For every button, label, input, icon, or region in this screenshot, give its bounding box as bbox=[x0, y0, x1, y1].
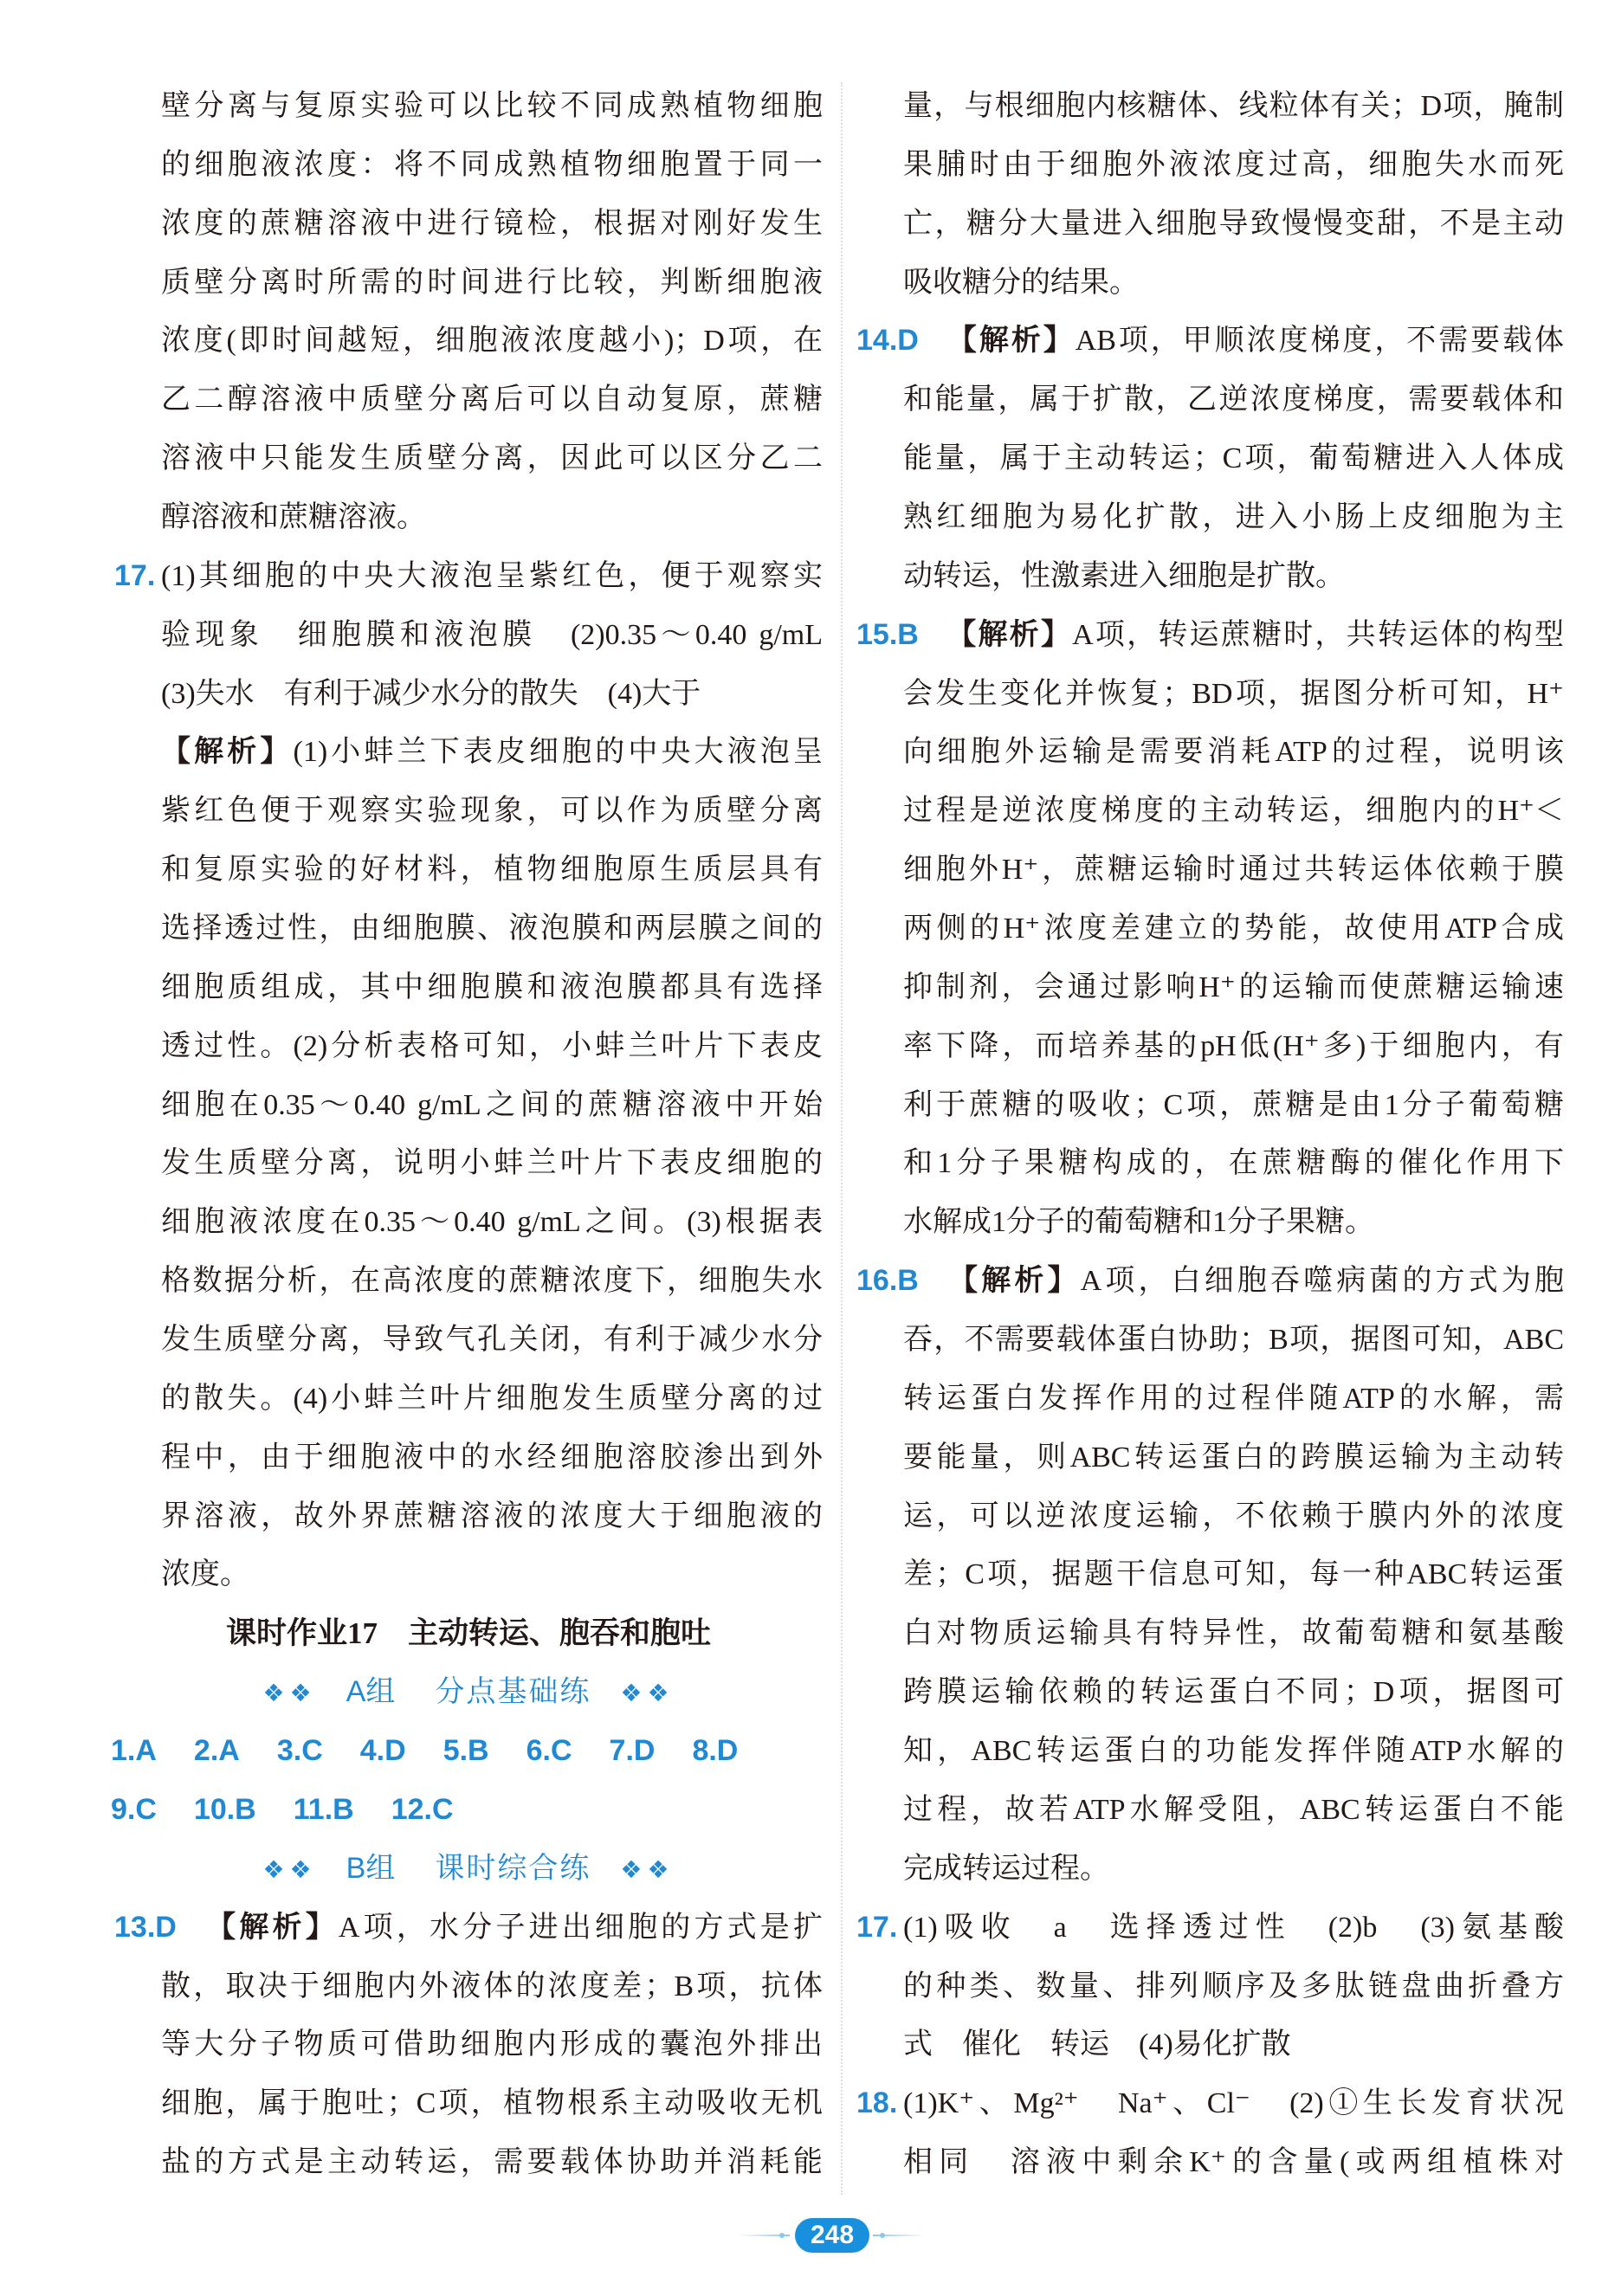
q15-analysis-line: 两侧的H⁺浓度差建立的势能，故使用ATP合成 bbox=[903, 913, 1564, 945]
page-number-dot-right bbox=[880, 2233, 885, 2238]
analysis-text: AB项，甲顺浓度梯度，不需要载体 bbox=[1075, 325, 1565, 358]
q13-analysis-line: 亡，糖分大量进入细胞导致慢慢变甜，不是主动 bbox=[903, 207, 1564, 240]
answer-key-item: 2.A bbox=[193, 1734, 240, 1768]
q13-analysis-line: 吸收糖分的结果。 bbox=[903, 266, 1139, 299]
q17-analysis-line: 紫红色便于观察实验现象，可以作为质壁分离 bbox=[161, 795, 823, 828]
q16-analysis-line: 差；C项，据题干信息可知，每一种ABC转运蛋 bbox=[903, 1558, 1564, 1591]
analysis-label: 【解析】 bbox=[161, 736, 294, 769]
q17-answer-line: (3)失水 有利于减少水分的散失 (4)大于 bbox=[161, 677, 701, 710]
q16-analysis-line: 浓度的蔗糖溶液中进行镜检，根据对刚好发生 bbox=[161, 207, 823, 240]
group-a-label: A组 bbox=[346, 1675, 396, 1709]
q14-analysis-line: 熟红细胞为易化扩散，进入小肠上皮细胞为主 bbox=[903, 501, 1564, 534]
q17-analysis-line: 选择透过性，由细胞膜、液泡膜和两层膜之间的 bbox=[161, 913, 823, 945]
q14-analysis-line bbox=[856, 312, 1564, 371]
answer-text: (1)吸收 a 选择透过性 (2)b (3)氨基酸 bbox=[903, 1911, 1564, 1944]
q18-answer-line: 相同 溶液中剩余K⁺的含量(或两组植株对 bbox=[903, 2146, 1564, 2179]
q13-analysis-line: 散，取决于细胞内外液体的浓度差；B项，抗体 bbox=[161, 1970, 823, 2003]
q16-analysis-line: 壁分离与复原实验可以比较不同成熟植物细胞 bbox=[161, 90, 823, 122]
q17-answer-line: 式 催化 转运 (4)易化扩散 bbox=[903, 2028, 1291, 2061]
four-diamond-ornament-icon bbox=[262, 1663, 316, 1723]
answer-key-item: 4.D bbox=[359, 1734, 406, 1768]
analysis-text: A项，转运蔗糖时，共转运体的构型 bbox=[1072, 618, 1564, 651]
analysis-text: A项，水分子进出细胞的方式是扩 bbox=[338, 1911, 823, 1944]
column-divider bbox=[841, 82, 843, 2195]
page-number-dot-left bbox=[779, 2233, 785, 2238]
q16-analysis-line: 完成转运过程。 bbox=[903, 1852, 1109, 1885]
answer-key-item: 11.B bbox=[293, 1792, 354, 1826]
answer-text: (1)K⁺、Mg²⁺ Na⁺、Cl⁻ (2)①生长发育状况 bbox=[903, 2087, 1564, 2120]
q17-answer-line bbox=[114, 547, 823, 606]
q17-analysis-line: 发生质壁分离，导致气孔关闭，有利于减少水分 bbox=[161, 1324, 823, 1357]
analysis-label: 【解析】 bbox=[203, 1911, 339, 1944]
answer-key-item: 6.C bbox=[526, 1734, 572, 1768]
analysis-label: 【解析】 bbox=[945, 1265, 1081, 1298]
q17-analysis-line bbox=[114, 723, 823, 782]
analysis-text: A项，白细胞吞噬病菌的方式为胞 bbox=[1080, 1265, 1565, 1298]
question-number-17: 17. bbox=[856, 1910, 898, 1944]
q16-analysis-line: 浓度(即时间越短，细胞液浓度越小)；D项，在 bbox=[161, 325, 823, 358]
answer-key-item: 7.D bbox=[609, 1734, 656, 1768]
left-column bbox=[111, 77, 823, 2192]
q17-analysis-line: 浓度。 bbox=[161, 1558, 249, 1591]
question-number-15: 15.B bbox=[856, 617, 919, 651]
page-number: 248 bbox=[795, 2218, 869, 2253]
q15-analysis-line: 利于蔗糖的吸收；C项，蔗糖是由1分子葡萄糖 bbox=[903, 1088, 1564, 1121]
q17-analysis-line: 程中，由于细胞液中的水经细胞溶胶渗出到外 bbox=[161, 1441, 823, 1474]
q13-analysis-line: 细胞，属于胞吐；C项，植物根系主动吸收无机 bbox=[161, 2087, 823, 2120]
q17-analysis-line: 发生质壁分离，说明小蚌兰叶片下表皮细胞的 bbox=[161, 1147, 823, 1180]
q13-analysis-line: 果脯时由于细胞外液浓度过高，细胞失水而死 bbox=[903, 148, 1564, 181]
answer-key-row bbox=[111, 1722, 823, 1781]
q18-answer-line bbox=[856, 2074, 1564, 2133]
four-diamond-ornament-icon bbox=[620, 1663, 674, 1723]
q17-answer-line: 验现象 细胞膜和液泡膜 (2)0.35～0.40 g/mL bbox=[161, 618, 823, 651]
four-diamond-ornament-icon bbox=[262, 1840, 316, 1899]
q16-analysis-line: 乙二醇溶液中质壁分离后可以自动复原，蔗糖 bbox=[161, 384, 823, 416]
q13-analysis-line: 盐的方式是主动转运，需要载体协助并消耗能 bbox=[161, 2146, 823, 2179]
analysis-label: 【解析】 bbox=[945, 618, 1073, 651]
q16-analysis-line: 醇溶液和蔗糖溶液。 bbox=[161, 501, 426, 534]
four-diamond-ornament-icon bbox=[620, 1840, 674, 1899]
group-b-label: B组 bbox=[346, 1851, 396, 1885]
q16-analysis-line: 的细胞液浓度：将不同成熟植物细胞置于同一 bbox=[161, 148, 823, 181]
question-number-13: 13.D bbox=[114, 1910, 177, 1944]
q15-analysis-line: 细胞外H⁺，蔗糖运输时通过共转运体依赖于膜 bbox=[903, 854, 1564, 887]
answer-key-item: 10.B bbox=[193, 1792, 256, 1826]
group-b-name: 课时综合练 bbox=[435, 1851, 591, 1885]
q16-analysis-line: 溶液中只能发生质壁分离，因此可以区分乙二 bbox=[161, 442, 823, 475]
q13-analysis-line: 等大分子物质可借助细胞内形成的囊泡外排出 bbox=[161, 2028, 823, 2061]
q17-analysis-line: 细胞液浓度在0.35～0.40 g/mL之间。(3)根据表 bbox=[161, 1206, 823, 1239]
q13-analysis-line: 量，与根细胞内核糖体、线粒体有关；D项，腌制 bbox=[903, 90, 1564, 122]
q16-analysis-line: 转运蛋白发挥作用的过程伴随ATP的水解，需 bbox=[903, 1382, 1564, 1415]
question-number-16: 16.B bbox=[856, 1264, 919, 1298]
q16-analysis-line: 过程，故若ATP水解受阻，ABC转运蛋白不能 bbox=[903, 1793, 1564, 1826]
q17-analysis-line: 的散失。(4)小蚌兰叶片细胞发生质壁分离的过 bbox=[161, 1382, 823, 1415]
group-a-name: 分点基础练 bbox=[435, 1675, 591, 1709]
q17-analysis-line: 和复原实验的好材料，植物细胞原生质层具有 bbox=[161, 854, 823, 887]
group-a-heading bbox=[114, 1663, 823, 1722]
q16-analysis-line: 运，可以逆浓度运输，不依赖于膜内外的浓度 bbox=[903, 1499, 1564, 1532]
q14-analysis-line: 动转运，性激素进入细胞是扩散。 bbox=[903, 559, 1345, 592]
q16-analysis-line: 跨膜运输依赖的转运蛋白不同；D项，据图可 bbox=[903, 1676, 1564, 1709]
q16-analysis-line: 知，ABC转运蛋白的功能发挥伴随ATP水解的 bbox=[903, 1735, 1564, 1768]
answer-key-item: 3.C bbox=[276, 1734, 323, 1768]
analysis-text: (1)小蚌兰下表皮细胞的中央大液泡呈 bbox=[293, 736, 823, 769]
q17-analysis-line: 格数据分析，在高浓度的蔗糖浓度下，细胞失水 bbox=[161, 1265, 823, 1298]
q15-analysis-line: 过程是逆浓度梯度的主动转运，细胞内的H⁺＜ bbox=[903, 795, 1564, 828]
q16-analysis-line: 吞，不需要载体蛋白协助；B项，据图可知，ABC bbox=[903, 1324, 1564, 1357]
q17-analysis-line: 界溶液，故外界蔗糖溶液的浓度大于细胞液的 bbox=[161, 1499, 823, 1532]
answer-key-item: 8.D bbox=[692, 1734, 739, 1768]
q15-analysis-line: 和1分子果糖构成的，在蔗糖酶的催化作用下 bbox=[903, 1147, 1564, 1180]
question-number-17: 17. bbox=[114, 558, 156, 592]
q17-analysis-line: 透过性。(2)分析表格可知，小蚌兰叶片下表皮 bbox=[161, 1029, 823, 1062]
q15-analysis-line: 向细胞外运输是需要消耗ATP的过程，说明该 bbox=[903, 736, 1564, 769]
question-number-18: 18. bbox=[856, 2086, 898, 2120]
group-b-heading bbox=[114, 1840, 823, 1899]
q15-analysis-line bbox=[856, 606, 1564, 665]
q15-analysis-line: 水解成1分子的葡萄糖和1分子果糖。 bbox=[903, 1206, 1374, 1239]
q13-analysis-line bbox=[114, 1899, 823, 1957]
q17-analysis-line: 细胞在0.35～0.40 g/mL之间的蔗糖溶液中开始 bbox=[161, 1088, 823, 1121]
q15-analysis-line: 率下降，而培养基的pH低(H⁺多)于细胞内，有 bbox=[903, 1029, 1564, 1062]
answer-key-item: 5.B bbox=[443, 1734, 489, 1768]
answer-text: (1)其细胞的中央大液泡呈紫红色，便于观察实 bbox=[161, 559, 823, 592]
q16-analysis-line: 白对物质运输具有特异性，故葡萄糖和氨基酸 bbox=[903, 1617, 1564, 1650]
q14-analysis-line: 能量，属于主动转运；C项，葡萄糖进入人体成 bbox=[903, 442, 1564, 475]
answer-key-row bbox=[111, 1781, 823, 1840]
answer-key-item: 1.A bbox=[111, 1734, 157, 1768]
q15-analysis-line: 会发生变化并恢复；BD项，据图分析可知，H⁺ bbox=[903, 677, 1564, 710]
q16-analysis-line: 要能量，则ABC转运蛋白的跨膜运输为主动转 bbox=[903, 1441, 1564, 1474]
answer-key-item: 9.C bbox=[111, 1792, 157, 1826]
q14-analysis-line: 和能量，属于扩散，乙逆浓度梯度，需要载体和 bbox=[903, 384, 1564, 416]
q16-analysis-line bbox=[856, 1252, 1564, 1311]
section-title: 课时作业17 主动转运、胞吞和胞吐 bbox=[225, 1616, 711, 1651]
q15-analysis-line: 抑制剂，会通过影响H⁺的运输而使蔗糖运输速 bbox=[903, 971, 1564, 1003]
q17-answer-line bbox=[856, 1899, 1564, 1957]
right-column bbox=[856, 77, 1564, 2192]
q17-analysis-line: 细胞质组成，其中细胞膜和液泡膜都具有选择 bbox=[161, 971, 823, 1003]
question-number-14: 14.D bbox=[856, 324, 919, 358]
analysis-label: 【解析】 bbox=[945, 325, 1076, 358]
q17-answer-line: 的种类、数量、排列顺序及多肽链盘曲折叠方 bbox=[903, 1970, 1564, 2003]
q16-analysis-line: 质壁分离时所需的时间进行比较，判断细胞液 bbox=[161, 266, 823, 299]
answer-key-item: 12.C bbox=[391, 1792, 454, 1826]
